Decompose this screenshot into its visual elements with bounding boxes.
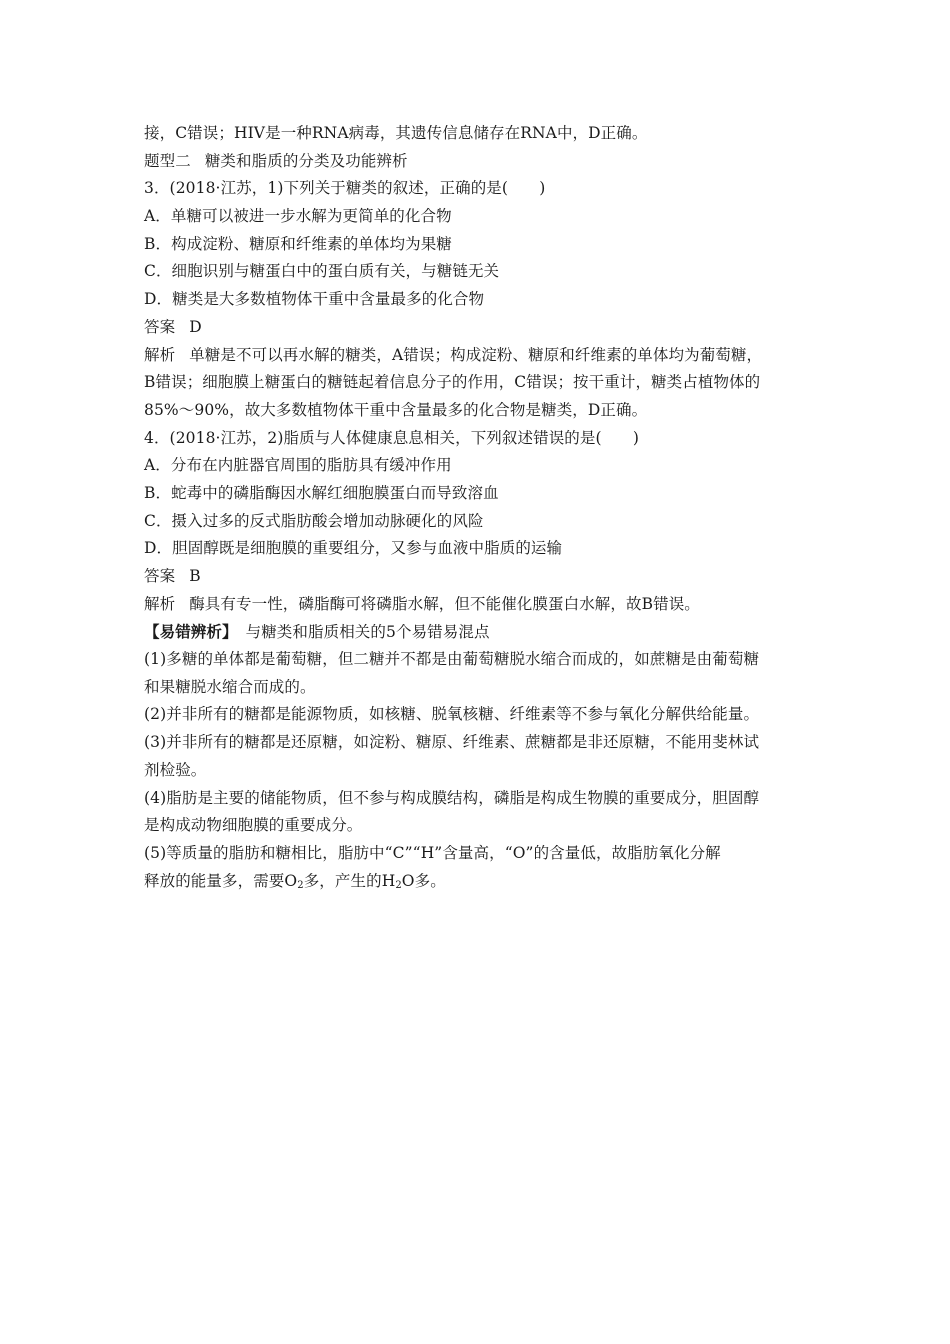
q4-stem: 4．(2018·江苏，2)脂质与人体健康息息相关，下列叙述错误的是( ) xyxy=(144,428,639,447)
o2-subscript: 2 xyxy=(297,879,304,891)
q3-analysis-text-1: 单糖是不可以再水解的糖类，A错误；构成淀粉、糖原和纤维素的单体均为葡萄糖， xyxy=(189,345,763,364)
q3-answer xyxy=(144,314,820,342)
q4-answer xyxy=(144,563,820,591)
tip-4-line-1: (4)脂肪是主要的储能物质，但不参与构成膜结构，磷脂是构成生物膜的重要成分，胆固醇 xyxy=(144,788,760,807)
q3-option-a: A．单糖可以被进一步水解为更简单的化合物 xyxy=(144,207,452,226)
tips-title: 与糖类和脂质相关的5个易错易混点 xyxy=(245,623,490,642)
q4-analysis-text-1: 酶具有专一性，磷脂酶可将磷脂水解，但不能催化膜蛋白水解，故B错误。 xyxy=(189,594,700,613)
q4-analysis-label: 解析 xyxy=(144,594,176,613)
q3-stem: 3．(2018·江苏，1)下列关于糖类的叙述，正确的是( ) xyxy=(144,179,546,198)
tip-5-text-mid: 多，产生的H xyxy=(303,871,396,890)
q4-option-c: C．摄入过多的反式脂肪酸会增加动脉硬化的风险 xyxy=(144,511,484,530)
q3-option-c: C．细胞识别与糖蛋白中的蛋白质有关，与糖链无关 xyxy=(144,262,500,281)
q3-option-b: B．构成淀粉、糖原和纤维素的单体均为果糖 xyxy=(144,234,452,253)
q4-analysis-line-1 xyxy=(144,591,820,619)
q3-analysis-label: 解析 xyxy=(144,345,176,364)
q3-answer-label: 答案 xyxy=(144,317,176,336)
q4-option-a: A．分布在内脏器官周围的脂肪具有缓冲作用 xyxy=(144,456,452,475)
intro-continuation: 接，C错误；HIV是一种RNA病毒，其遗传信息储存在RNA中，D正确。 xyxy=(144,124,648,142)
tip-3-line-1: (3)并非所有的糖都是还原糖，如淀粉、糖原、纤维素、蔗糖都是非还原糖，不能用斐林试 xyxy=(144,733,760,752)
document-content xyxy=(144,120,820,895)
tip-2-line-1: (2)并非所有的糖都是能源物质，如核糖、脱氧核糖、纤维素等不参与氧化分解供给能量。 xyxy=(144,705,760,724)
tip-4-line-2: 是构成动物细胞膜的重要成分。 xyxy=(144,816,363,835)
q4-answer-value: B xyxy=(189,567,201,585)
q4-answer-label: 答案 xyxy=(144,567,176,585)
tip-5-line-2 xyxy=(144,868,820,896)
tip-5-text-pre: 释放的能量多，需要O xyxy=(144,871,298,890)
q3-analysis-line-2: B错误；细胞膜上糖蛋白的糖链起着信息分子的作用，C错误；按干重计，糖类占植物体的 xyxy=(144,373,761,392)
q3-answer-value: D xyxy=(189,317,202,336)
h2o-subscript: 2 xyxy=(395,879,402,891)
tip-1-line-2: 和果糖脱水缩合而成的。 xyxy=(144,677,316,696)
q4-option-d: D．胆固醇既是细胞膜的重要组分，又参与血液中脂质的运输 xyxy=(144,539,563,558)
tip-5-text-post: O多。 xyxy=(401,871,446,890)
q3-option-d: D．糖类是大多数植物体干重中含量最多的化合物 xyxy=(144,290,485,309)
section-heading: 糖类和脂质的分类及功能辨析 xyxy=(204,151,408,170)
q4-option-b: B．蛇毒中的磷脂酶因水解红细胞膜蛋白而导致溶血 xyxy=(144,483,499,502)
section-title xyxy=(144,148,820,176)
tips-heading xyxy=(144,618,820,646)
tips-label: 【易错辨析】 xyxy=(144,622,238,642)
tip-5-line-1: (5)等质量的脂肪和糖相比，脂肪中“C”“H”含量高，“O”的含量低，故脂肪氧化分解 xyxy=(144,843,721,862)
q3-analysis-line-3: 85%～90%，故大多数植物体干重中含量最多的化合物是糖类，D正确。 xyxy=(144,400,648,419)
section-label: 题型二 xyxy=(144,151,191,170)
q3-analysis-line-1 xyxy=(144,342,820,370)
tip-3-line-2: 剂检验。 xyxy=(144,760,207,779)
tip-1-line-1: (1)多糖的单体都是葡萄糖，但二糖并不都是由葡萄糖脱水缩合而成的，如蔗糖是由葡萄糖 xyxy=(144,650,760,669)
